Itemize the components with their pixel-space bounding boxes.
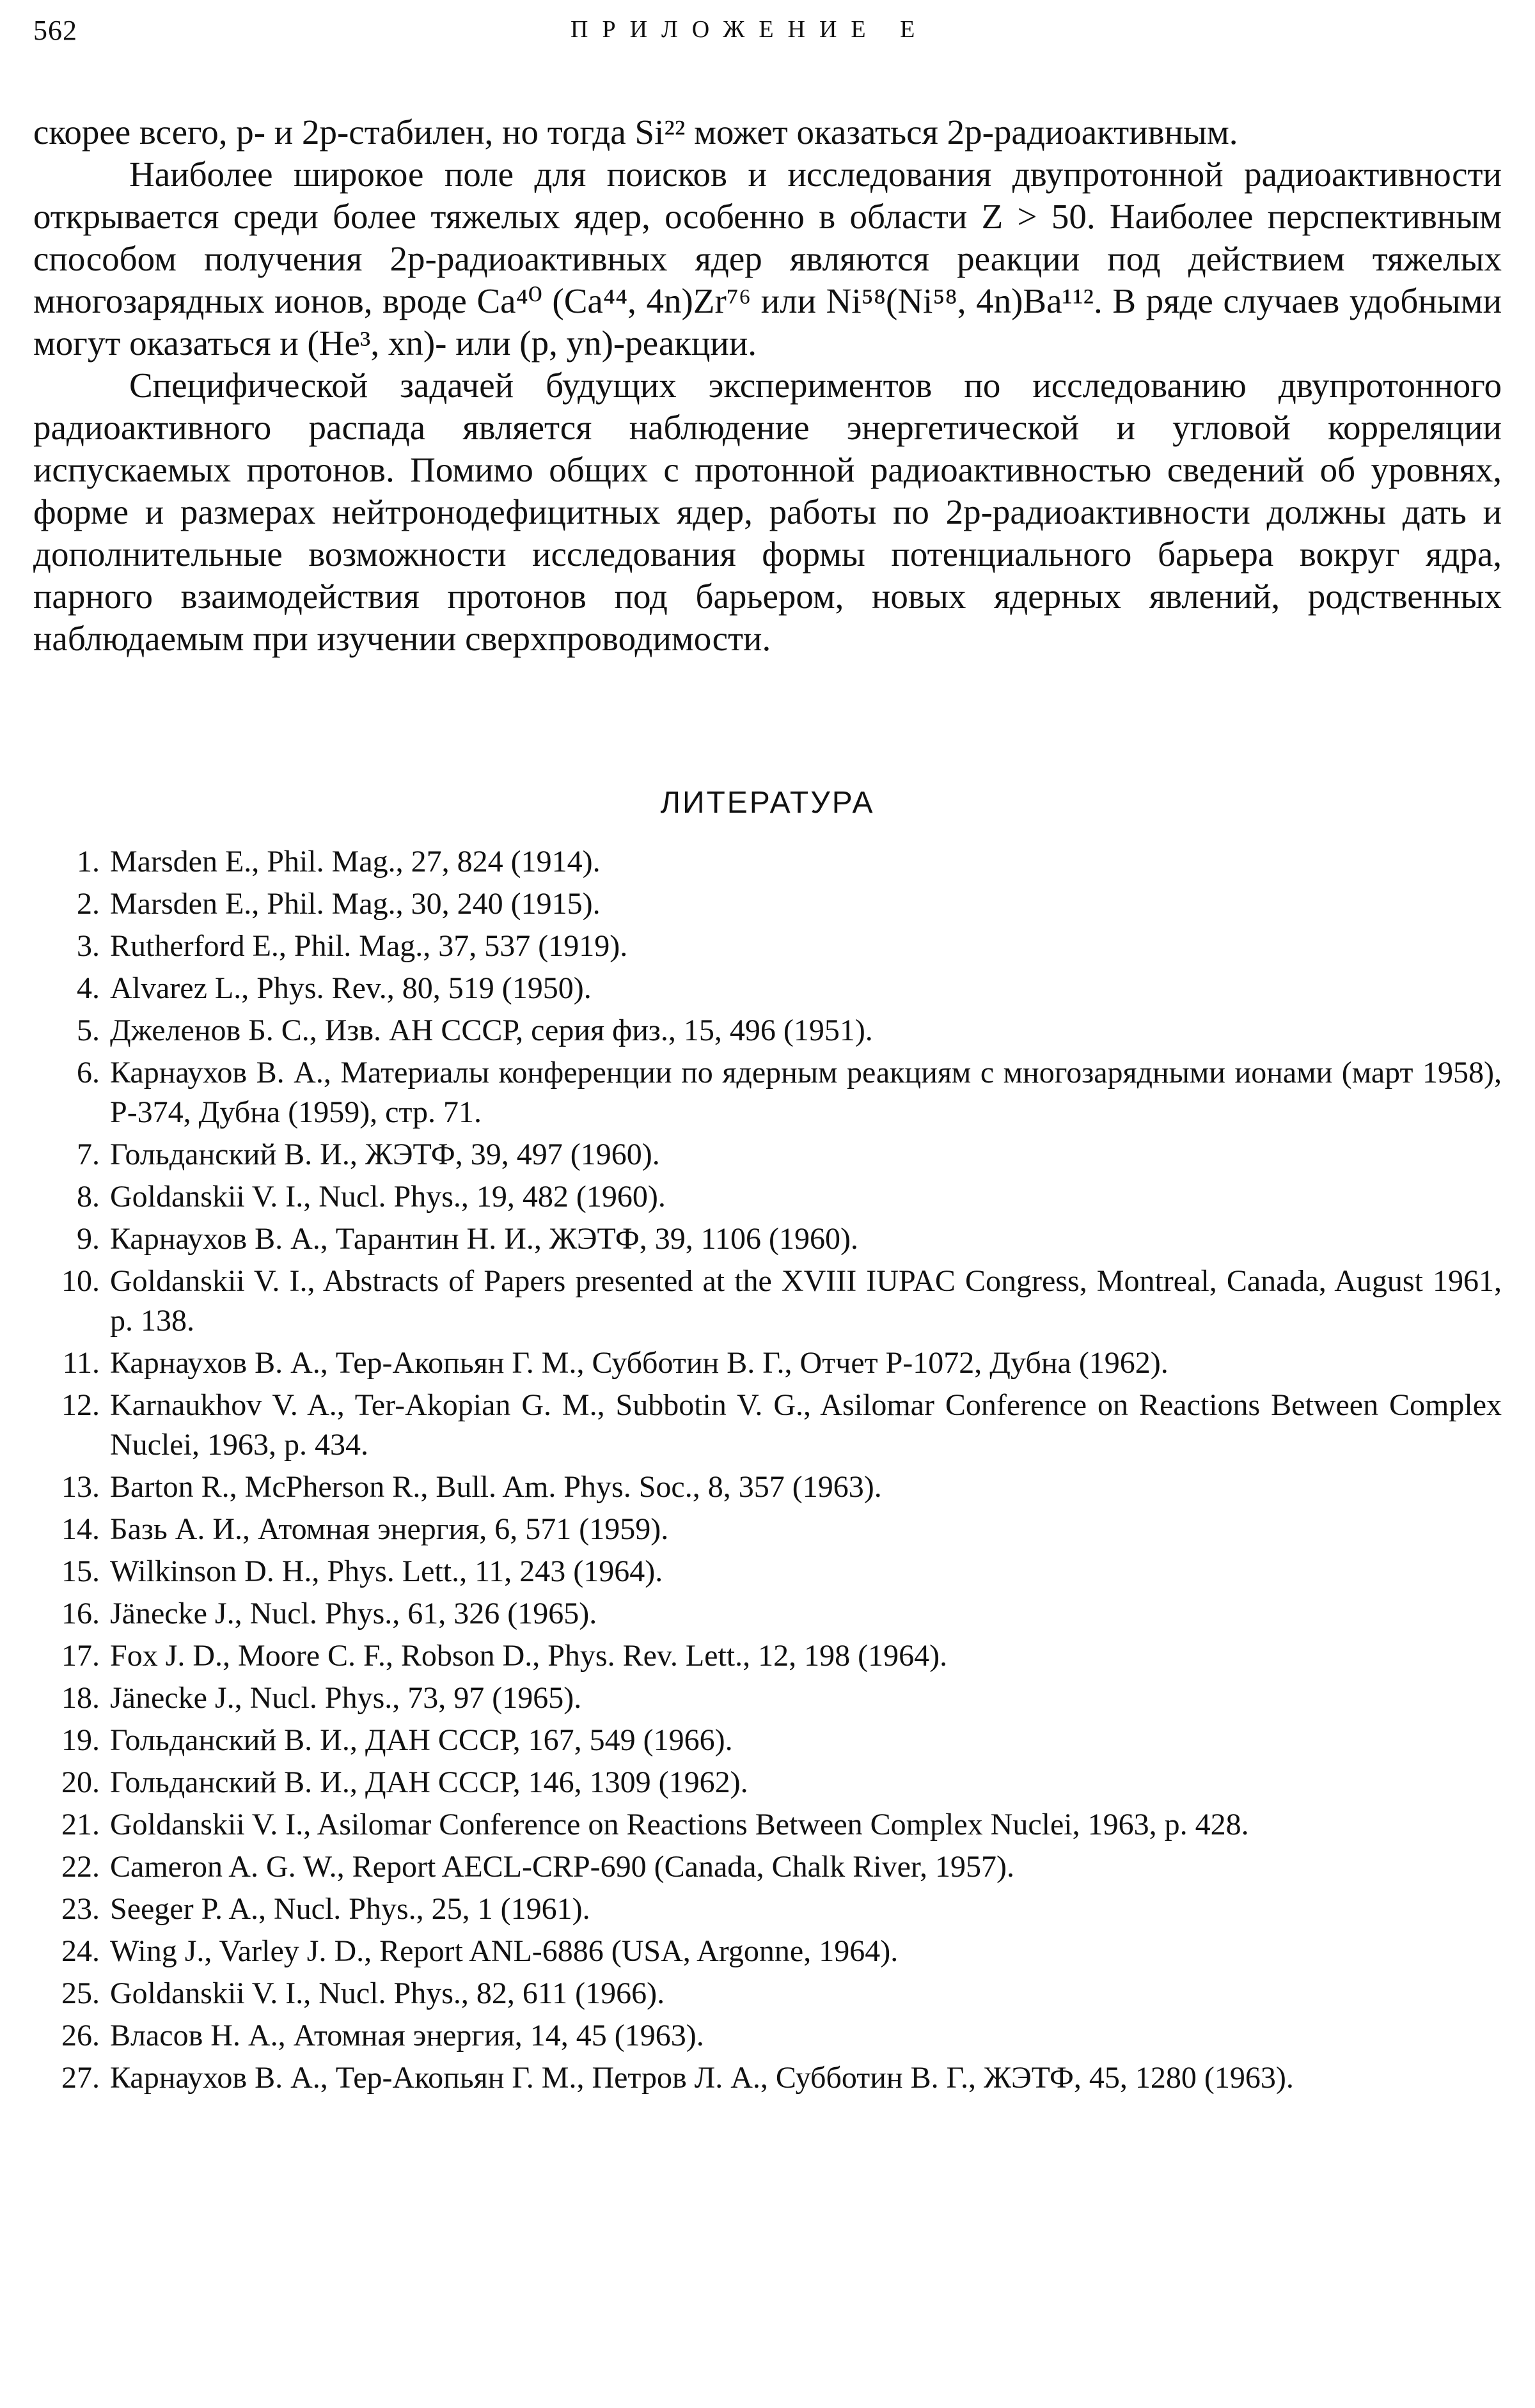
reference-number: 26. <box>61 2019 100 2052</box>
reference-number: 24. <box>61 1934 100 1968</box>
reference-text: Alvarez L., Phys. Rev., 80, 519 (1950). <box>110 971 592 1005</box>
reference-item <box>33 1552 1502 1591</box>
reference-number: 13. <box>61 1470 100 1504</box>
body-text <box>33 111 1502 660</box>
reference-number: 10. <box>61 1264 100 1298</box>
reference-text: Jänecke J., Nucl. Phys., 73, 97 (1965). <box>110 1681 582 1715</box>
page-number: 562 <box>33 15 77 46</box>
paragraph-3: Специфической задачей будущих экспериментов по исследованию двупротонного радиоактивного распада является наблюдение энергетической и угловой корреляции испускаемых протонов. Помимо общих с протонной радиоактивностью сведений об уровнях, форме и размерах нейтронодефицитных ядер, работы по 2p-радиоактивности должны дать и дополнительные возможности исследования формы потенциального барьера вокруг ядра, парного взаимодействия протонов под барьером, новых ядерных явлений, родственных наблюдаемым при изучении сверхпроводимости. <box>33 366 1502 658</box>
reference-item <box>33 926 1502 966</box>
reference-item <box>33 1177 1502 1217</box>
reference-number: 8. <box>77 1180 100 1214</box>
reference-number: 7. <box>77 1138 100 1171</box>
reference-text: Goldanskii V. I., Asilomar Conference on Reactions Between Complex Nuclei, 1963, p. 428. <box>110 1808 1249 1841</box>
book-page <box>33 14 1502 2100</box>
reference-item <box>33 1053 1502 1132</box>
reference-item <box>33 1636 1502 1676</box>
reference-text: Marsden E., Phil. Mag., 30, 240 (1915). <box>110 887 601 921</box>
reference-number: 25. <box>61 1976 100 2010</box>
reference-number: 4. <box>77 971 100 1005</box>
reference-number: 5. <box>77 1013 100 1047</box>
reference-item <box>33 1763 1502 1802</box>
reference-item <box>33 884 1502 924</box>
reference-number: 23. <box>61 1892 100 1926</box>
reference-item <box>33 1889 1502 1929</box>
reference-text: Barton R., McPherson R., Bull. Am. Phys. Soc., 8, 357 (1963). <box>110 1470 882 1504</box>
reference-item <box>33 1721 1502 1760</box>
reference-text: Гольданский В. И., ДАН СССР, 146, 1309 (1962). <box>110 1765 748 1799</box>
reference-text: Wing J., Varley J. D., Report ANL-6886 (USA, Argonne, 1964). <box>110 1934 899 1968</box>
reference-number: 16. <box>61 1597 100 1630</box>
reference-number: 2. <box>77 887 100 921</box>
references-heading: ЛИТЕРАТУРА <box>660 786 875 820</box>
reference-item <box>33 1510 1502 1549</box>
reference-item <box>33 969 1502 1008</box>
reference-item <box>33 2058 1502 2098</box>
reference-number: 14. <box>61 1512 100 1546</box>
reference-number: 12. <box>61 1388 100 1422</box>
reference-number: 17. <box>61 1639 100 1673</box>
reference-text: Karnaukhov V. A., Ter-Akopian G. M., Subbotin V. G., Asilomar Conference on Reactions Between Complex Nuclei, 1963, p. 434. <box>110 1388 1502 1462</box>
reference-number: 11. <box>62 1346 100 1380</box>
reference-text: Гольданский В. И., ДАН СССР, 167, 549 (1966). <box>110 1723 733 1757</box>
reference-text: Карнаухов В. А., Тарантин Н. И., ЖЭТФ, 39, 1106 (1960). <box>110 1222 858 1256</box>
reference-text: Marsden E., Phil. Mag., 27, 824 (1914). <box>110 845 601 879</box>
reference-text: Goldanskii V. I., Nucl. Phys., 19, 482 (1960). <box>110 1180 666 1214</box>
reference-number: 18. <box>61 1681 100 1715</box>
reference-text: Rutherford E., Phil. Mag., 37, 537 (1919). <box>110 929 628 963</box>
reference-text: Карнаухов В. А., Тер-Акопьян Г. М., Субботин В. Г., Отчет Р-1072, Дубна (1962). <box>110 1346 1169 1380</box>
reference-text: Goldanskii V. I., Abstracts of Papers presented at the XVIII IUPAC Congress, Montreal, Canada, August 1961, p. 138. <box>110 1264 1502 1338</box>
reference-item <box>33 1974 1502 2013</box>
paragraph-1: скорее всего, p- и 2p-стабилен, но тогда Si²² может оказаться 2p-радиоактивным. <box>33 113 1238 152</box>
reference-item <box>33 1847 1502 1887</box>
paragraph-2: Наиболее широкое поле для поисков и исследования двупротонной радиоактивности открывается среди более тяжелых ядер, особенно в области Z > 50. Наиболее перспективным способом получения 2p-радиоактивных ядер являются реакции под действием тяжелых многозарядных ионов, вроде Ca⁴⁰ (Ca⁴⁴, 4n)Zr⁷⁶ или Ni⁵⁸(Ni⁵⁸, 4n)Ba¹¹². В ряде случаев удобными могут оказаться и (He³, xn)- или (p, yn)-реакции. <box>33 155 1502 363</box>
reference-number: 20. <box>61 1765 100 1799</box>
reference-number: 22. <box>61 1850 100 1884</box>
reference-number: 9. <box>77 1222 100 1256</box>
reference-item <box>33 2016 1502 2056</box>
reference-text: Seeger P. A., Nucl. Phys., 25, 1 (1961). <box>110 1892 590 1926</box>
reference-item <box>33 1386 1502 1465</box>
reference-item <box>33 1262 1502 1341</box>
reference-number: 1. <box>77 845 100 879</box>
reference-text: Wilkinson D. H., Phys. Lett., 11, 243 (1964). <box>110 1554 663 1588</box>
reference-number: 27. <box>61 2061 100 2095</box>
page-header <box>33 14 1502 52</box>
reference-text: Fox J. D., Moore C. F., Robson D., Phys. Rev. Lett., 12, 198 (1964). <box>110 1639 948 1673</box>
reference-item <box>33 1678 1502 1718</box>
reference-item <box>33 1135 1502 1175</box>
reference-item <box>33 1932 1502 1971</box>
reference-item <box>33 1805 1502 1845</box>
reference-item <box>33 1594 1502 1634</box>
reference-item <box>33 1343 1502 1383</box>
reference-text: Джеленов Б. С., Изв. АН СССР, серия физ., 15, 496 (1951). <box>110 1013 873 1047</box>
reference-number: 19. <box>61 1723 100 1757</box>
reference-item <box>33 1219 1502 1259</box>
reference-text: Goldanskii V. I., Nucl. Phys., 82, 611 (1966). <box>110 1976 665 2010</box>
reference-item <box>33 842 1502 882</box>
running-title: ПРИЛОЖЕНИЕ Е <box>571 16 929 43</box>
reference-number: 21. <box>61 1808 100 1841</box>
reference-item <box>33 1011 1502 1051</box>
reference-text: Cameron A. G. W., Report AECL-CRP-690 (Canada, Chalk River, 1957). <box>110 1850 1014 1884</box>
reference-text: Карнаухов В. А., Тер-Акопьян Г. М., Петров Л. А., Субботин В. Г., ЖЭТФ, 45, 1280 (1963). <box>110 2061 1294 2095</box>
reference-number: 6. <box>77 1056 100 1090</box>
reference-list <box>33 842 1502 2098</box>
reference-text: Jänecke J., Nucl. Phys., 61, 326 (1965). <box>110 1597 597 1630</box>
reference-text: Карнаухов В. А., Материалы конференции по ядерным реакциям с многозарядными ионами (март 1958), Р-374, Дубна (1959), стр. 71. <box>110 1056 1502 1129</box>
reference-text: Власов Н. А., Атомная энергия, 14, 45 (1963). <box>110 2019 704 2052</box>
reference-item <box>33 1467 1502 1507</box>
reference-number: 3. <box>77 929 100 963</box>
reference-number: 15. <box>61 1554 100 1588</box>
reference-text: Гольданский В. И., ЖЭТФ, 39, 497 (1960). <box>110 1138 660 1171</box>
reference-text: Базь А. И., Атомная энергия, 6, 571 (1959). <box>110 1512 669 1546</box>
